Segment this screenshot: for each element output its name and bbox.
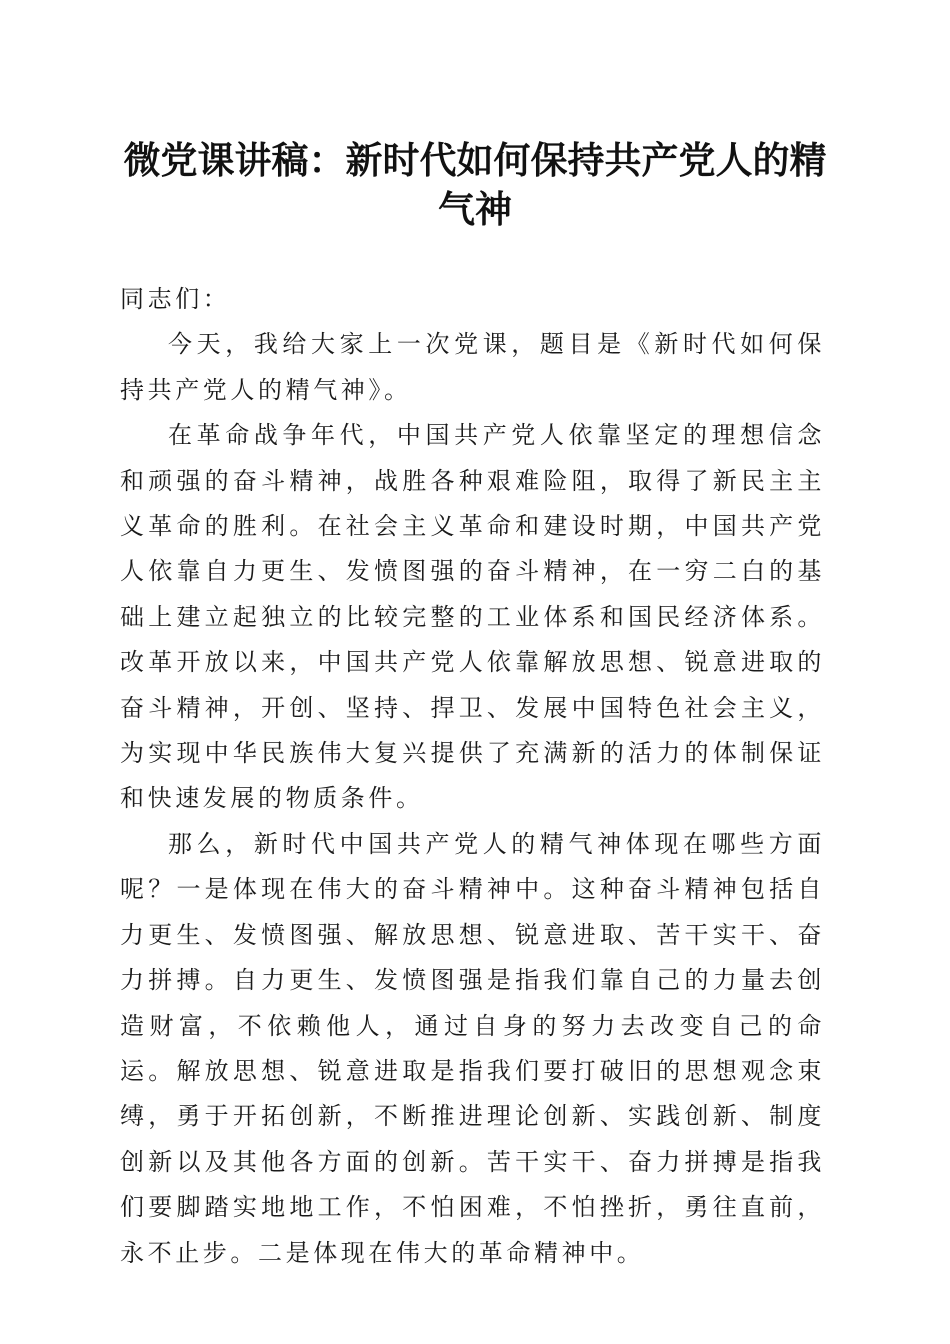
document-body [120, 277, 825, 1276]
page-title: 微党课讲稿：新时代如何保持共产党人的精气神 [123, 138, 827, 231]
paragraph-intro: 今天，我给大家上一次党课，题目是《新时代如何保持共产党人的精气神》。 [120, 330, 825, 404]
paragraph-spirit: 那么，新时代中国共产党人的精气神体现在哪些方面呢？一是体现在伟大的奋斗精神中。这种奋斗精神包括自力更生、发愤图强、解放思想、锐意进取、苦干实干、奋力拼搏。自力更生、发愤图强是指我们靠自己的力量去创造财富，不依赖他人，通过自身的努力去改变自己的命运。解放思想、锐意进取是指我们要打破旧的思想观念束缚，勇于开拓创新，不断推进理论创新、实践创新、制度创新以及其他各方面的创新。苦干实干、奋力拼搏是指我们要脚踏实地地工作，不怕困难，不怕挫折，勇往直前，永不止步。二是体现在伟大的革命精神中。 [120, 829, 825, 1267]
salutation: 同志们： [120, 285, 231, 313]
paragraph-history: 在革命战争年代，中国共产党人依靠坚定的理想信念和顽强的奋斗精神，战胜各种艰难险阻，取得了新民主主义革命的胜利。在社会主义革命和建设时期，中国共产党人依靠自力更生、发愤图强的奋斗精神，在一穷二白的基础上建立起独立的比较完整的工业体系和国民经济体系。改革开放以来，中国共产党人依靠解放思想、锐意进取的奋斗精神，开创、坚持、捍卫、发展中国特色社会主义，为实现中华民族伟大复兴提供了充满新的活力的体制保证和快速发展的物质条件。 [120, 421, 825, 813]
